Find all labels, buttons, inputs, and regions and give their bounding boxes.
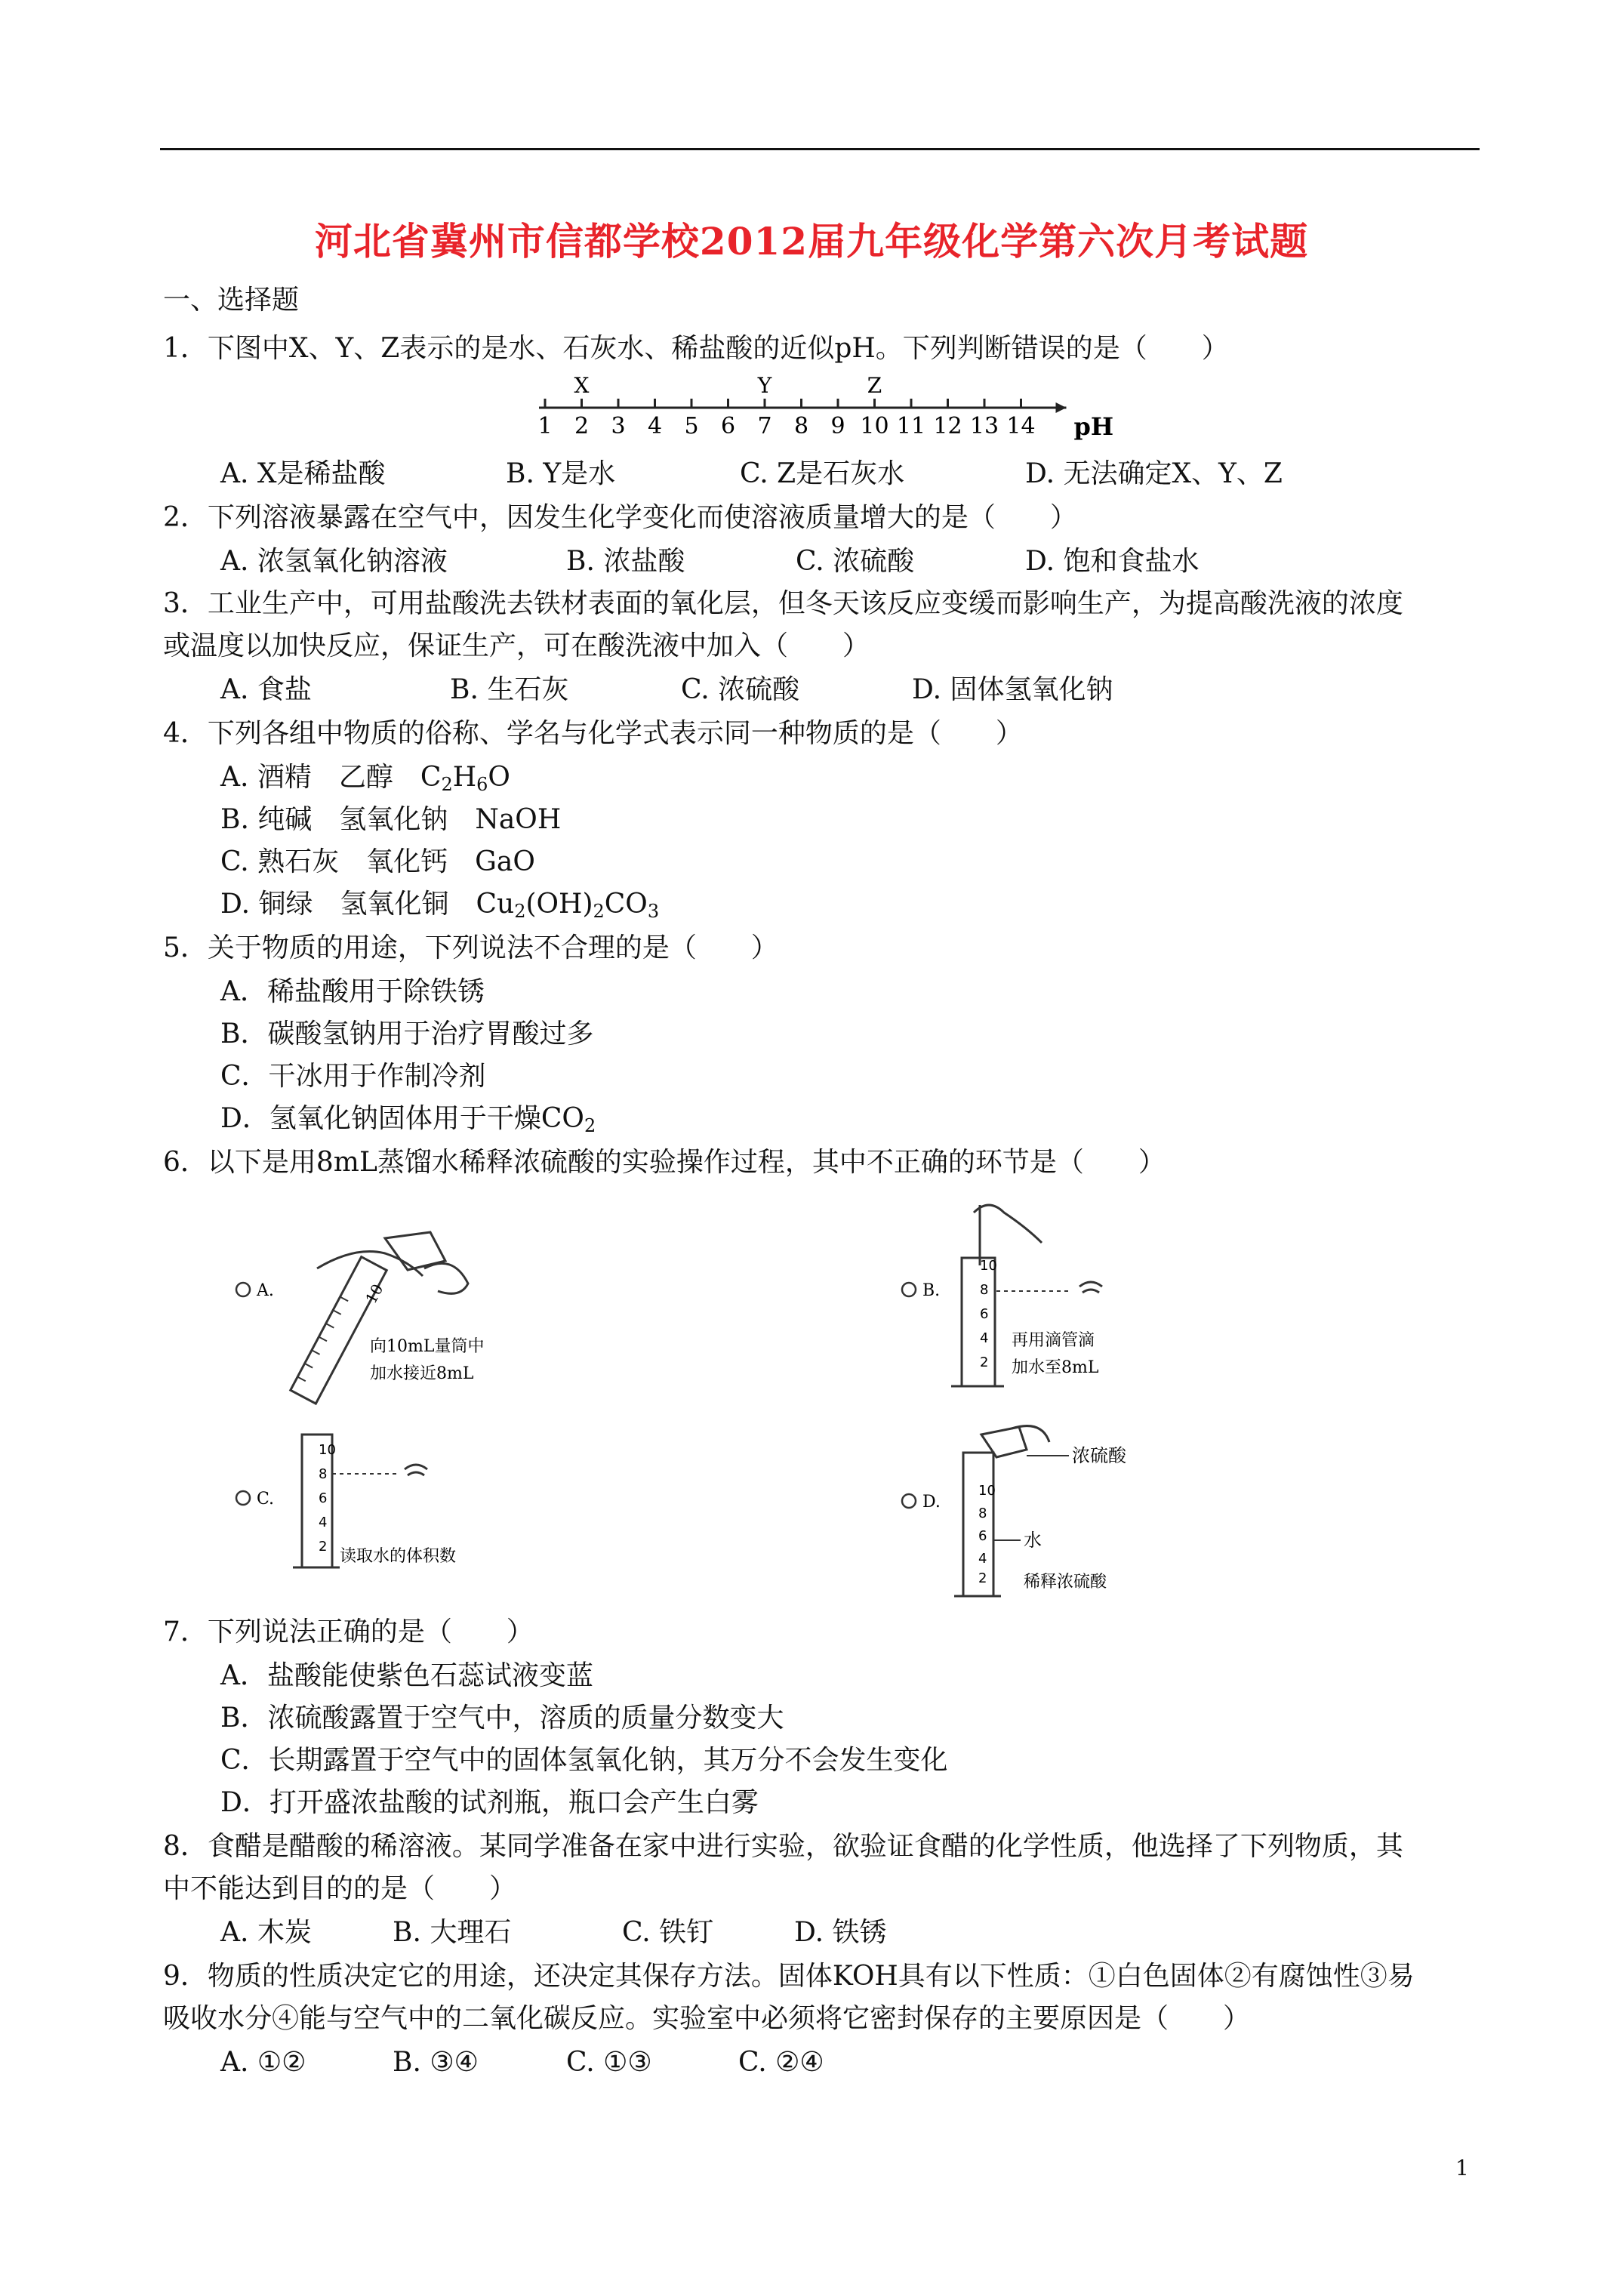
svg-text:4: 4 [319, 1515, 328, 1530]
question-4-option-d: D. 铜绿 氢氧化铜 $Cu_2(OH)_2CO_3$ [220, 889, 660, 922]
option-d: D. 固体氢氧化钠 [912, 674, 1113, 705]
ph-tick-label: 6 [720, 413, 736, 439]
ph-tick-label: 1 [537, 413, 553, 439]
option-c: C. 铁钉 [622, 1917, 714, 1948]
question-5-option-c: C．干冰用于作制冷剂 [220, 1061, 486, 1092]
option-c: C. 浓硫酸 [681, 674, 800, 705]
svg-text:2: 2 [319, 1539, 328, 1555]
ph-tick-label: 3 [611, 413, 626, 439]
svg-text:B.: B. [922, 1281, 941, 1300]
ph-marker-z: Z [867, 373, 882, 398]
question-9-stem-line1: 9．物质的性质决定它的用途，还决定其保存方法。固体KOH具有以下性质：①白色固体②有腐蚀性③易 [163, 1961, 1415, 1992]
question-8-stem-line2: 中不能达到目的的是（ ） [163, 1873, 517, 1904]
option-a: A. ①② [220, 2047, 306, 2078]
question-8-stem-line1: 8．食醋是醋酸的稀溶液。某同学准备在家中进行实验，欲验证食醋的化学性质，他选择了下列物质，其 [163, 1831, 1403, 1862]
section-heading: 一、选择题 [163, 285, 300, 316]
svg-text:8: 8 [980, 1282, 989, 1298]
ph-marker-x: X [574, 373, 590, 398]
formula-cu2oh2co3: $Cu_2(OH)_2CO_3$ [476, 889, 660, 922]
option-b: B. 浓盐酸 [566, 546, 685, 577]
ph-axis-arrow [1056, 402, 1067, 413]
header-rule [160, 148, 1480, 150]
option-a: A. X是稀盐酸 [220, 458, 386, 489]
question-3-stem-line2: 或温度以加快反应，保证生产，可在酸洗液中加入（ ） [163, 630, 870, 661]
question-7-stem: 7．下列说法正确的是（ ） [163, 1616, 534, 1647]
ph-tick-label: 2 [574, 413, 590, 439]
svg-text:D.: D. [922, 1493, 941, 1512]
svg-text:10: 10 [362, 1281, 387, 1307]
svg-text:8: 8 [319, 1466, 328, 1482]
option-b: B. 生石灰 [450, 674, 569, 705]
ph-tick-label: 8 [793, 413, 809, 439]
question-4-option-c: C. 熟石灰 氧化钙 GaO [220, 846, 535, 877]
svg-text:浓硫酸: 浓硫酸 [1072, 1445, 1126, 1466]
ph-tick-label: 14 [1006, 413, 1036, 439]
option-b: B. ③④ [393, 2047, 479, 2078]
question-5-option-a: A．稀盐酸用于除铁锈 [220, 976, 485, 1007]
option-c: C. ①③ [566, 2047, 652, 2078]
ph-marker-y: Y [757, 373, 772, 398]
option-b: B. 大理石 [393, 1917, 512, 1948]
svg-text:10: 10 [978, 1483, 996, 1499]
option-c: C. 浓硫酸 [796, 546, 915, 577]
svg-text:6: 6 [319, 1490, 328, 1506]
question-3-stem-line1: 3．工业生产中，可用盐酸洗去铁材表面的氧化层，但冬天该反应变缓而影响生产，为提高酸洗液的浓度 [163, 588, 1403, 619]
question-6-stem: 6．以下是用8mL蒸馏水稀释浓硫酸的实验操作过程，其中不正确的环节是（ ） [163, 1147, 1166, 1178]
question-5-stem: 5．关于物质的用途，下列说法不合理的是（ ） [163, 932, 778, 963]
question-4-option-a: A. 酒精 乙醇 $C_2H_6O$ [220, 762, 510, 795]
option-a: A. 浓氢氧化钠溶液 [220, 546, 448, 577]
ph-tick-label: 4 [647, 413, 663, 439]
svg-text:向10mL量筒中: 向10mL量筒中 [370, 1337, 485, 1356]
formula-c2h6o: $C_2H_6O$ [420, 762, 510, 795]
page-number: 1 [1455, 2156, 1469, 2180]
svg-text:2: 2 [978, 1570, 987, 1586]
ph-scale-figure [528, 368, 1114, 447]
question-4-option-b: B. 纯碱 氢氧化钠 NaOH [220, 804, 562, 835]
ph-tick-label: 9 [830, 413, 845, 439]
question-5-option-b: B．碳酸氢钠用于治疗胃酸过多 [220, 1019, 594, 1049]
figure-6c [226, 1427, 574, 1578]
question-7-option-d: D．打开盛浓盐酸的试剂瓶，瓶口会产生白雾 [220, 1787, 759, 1818]
ph-tick-label: 13 [969, 413, 999, 439]
figure-6d [891, 1412, 1208, 1601]
ph-unit-label: pH [1073, 412, 1114, 441]
svg-text:稀释浓硫酸: 稀释浓硫酸 [1024, 1573, 1107, 1592]
svg-text:C.: C. [257, 1490, 275, 1509]
svg-text:4: 4 [980, 1330, 989, 1346]
svg-text:8: 8 [978, 1505, 987, 1521]
formula-co2: $CO_2$ [540, 1103, 596, 1136]
option-b: B. Y是水 [506, 458, 616, 489]
question-4-stem: 4．下列各组中物质的俗称、学名与化学式表示同一种物质的是（ ） [163, 718, 1023, 749]
figure-6b [891, 1197, 1193, 1394]
question-2-stem: 2．下列溶液暴露在空气中，因发生化学变化而使溶液质量增大的是（ ） [163, 502, 1077, 533]
option-d: D. 无法确定X、Y、Z [1025, 458, 1283, 489]
svg-text:10: 10 [980, 1258, 997, 1274]
svg-text:加水至8mL: 加水至8mL [1012, 1358, 1099, 1377]
page-title: 河北省冀州市信都学校2012届九年级化学第六次月考试题 [314, 219, 1309, 264]
svg-text:A.: A. [257, 1281, 274, 1300]
option-d: C. ②④ [738, 2047, 824, 2078]
question-7-option-b: B．浓硫酸露置于空气中，溶质的质量分数变大 [220, 1703, 784, 1734]
ph-tick-label: 7 [757, 413, 772, 439]
option-d: D. 饱和食盐水 [1025, 546, 1200, 577]
question-9-stem-line2: 吸收水分④能与空气中的二氧化碳反应。实验室中必须将它密封保存的主要原因是（ ） [163, 2003, 1251, 2034]
ph-tick-label: 12 [933, 413, 962, 439]
question-5-option-d: D．氢氧化钠固体用于干燥$CO_2$ [220, 1103, 596, 1136]
svg-text:6: 6 [978, 1528, 987, 1544]
option-d: D. 铁锈 [794, 1917, 887, 1948]
svg-text:水: 水 [1024, 1530, 1042, 1551]
option-a: A. 木炭 [220, 1917, 312, 1948]
svg-text:4: 4 [978, 1551, 987, 1567]
svg-text:再用滴管滴: 再用滴管滴 [1012, 1331, 1095, 1350]
ph-tick-label: 5 [684, 413, 699, 439]
figure-6a [226, 1223, 574, 1412]
ph-tick-label: 11 [896, 413, 926, 439]
option-a: A. 食盐 [220, 674, 312, 705]
svg-text:10: 10 [319, 1442, 336, 1458]
ph-tick-label: 10 [860, 413, 889, 439]
svg-text:加水接近8mL: 加水接近8mL [370, 1364, 474, 1383]
option-c: C. Z是石灰水 [740, 458, 905, 489]
svg-text:6: 6 [980, 1306, 989, 1322]
question-7-option-c: C．长期露置于空气中的固体氢氧化钠，其万分不会发生变化 [220, 1745, 948, 1776]
question-1-stem: 1．下图中X、Y、Z表示的是水、石灰水、稀盐酸的近似pH。下列判断错误的是（ ） [163, 333, 1229, 364]
question-7-option-a: A．盐酸能使紫色石蕊试液变蓝 [220, 1660, 593, 1691]
svg-text:2: 2 [980, 1354, 989, 1370]
svg-text:读取水的体积数: 读取水的体积数 [340, 1547, 457, 1566]
